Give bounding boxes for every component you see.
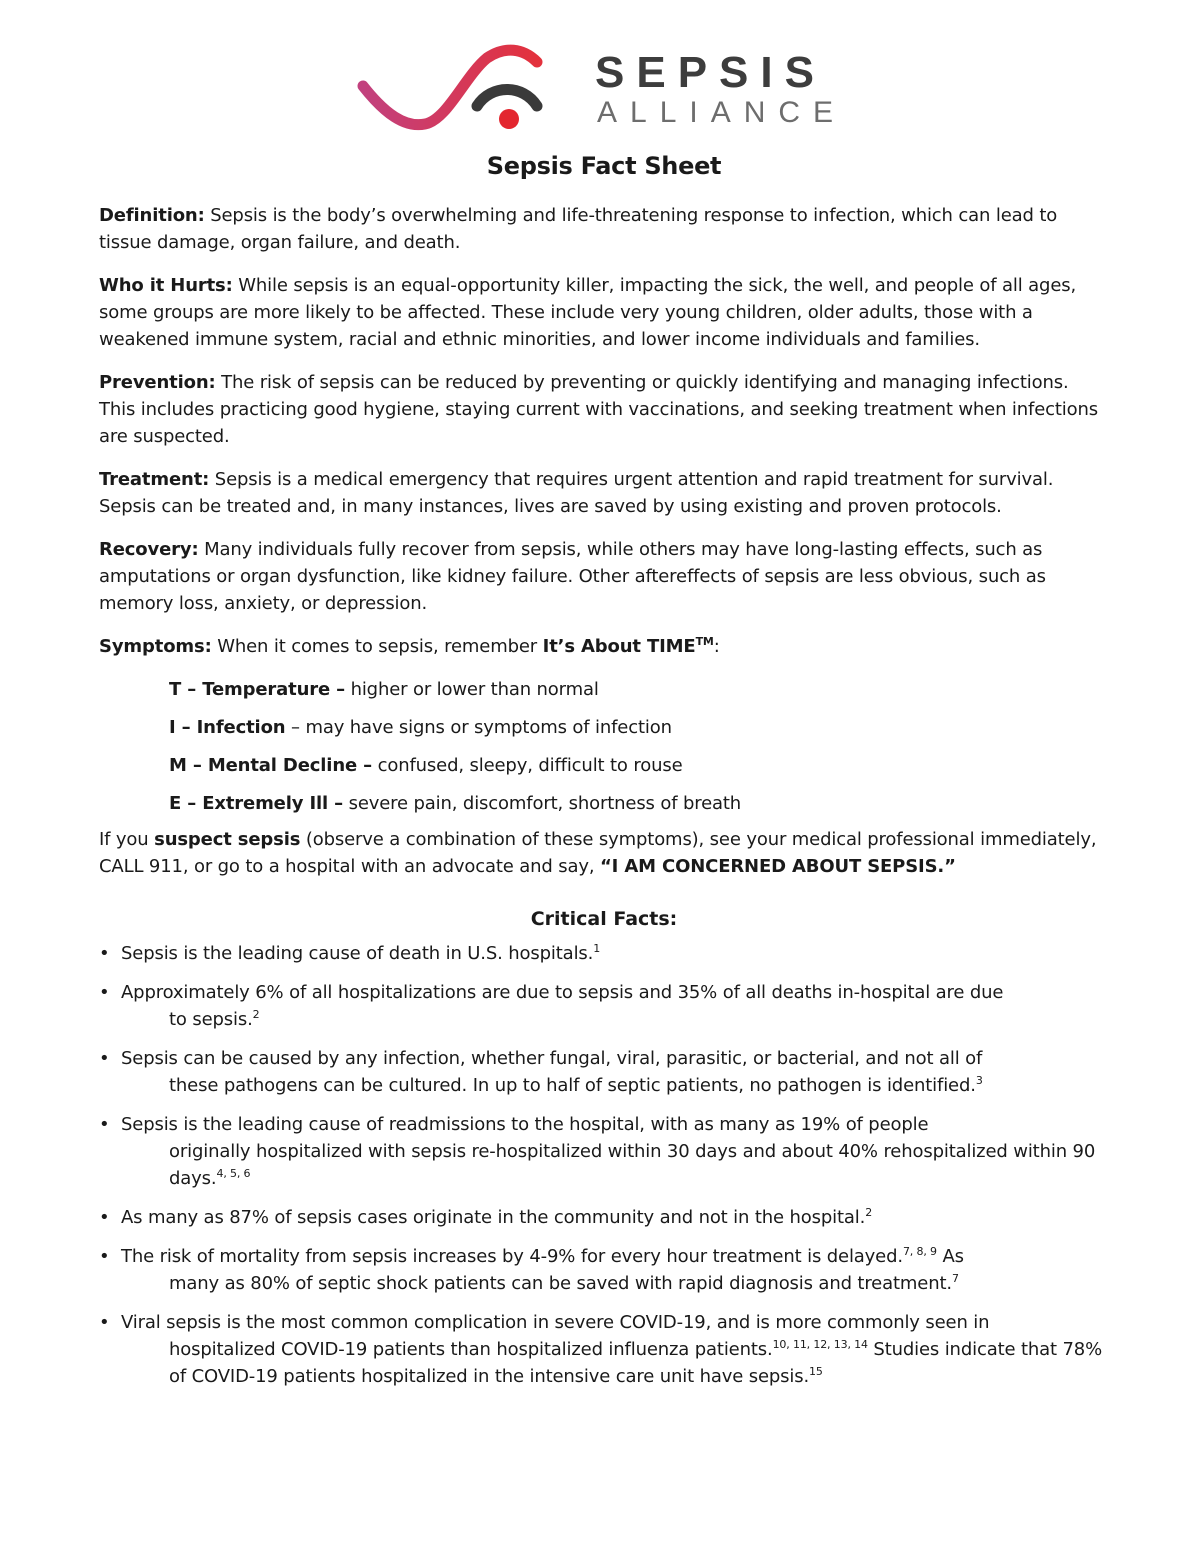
time-item-m: [169, 752, 1109, 779]
definition-text: Sepsis is the body’s overwhelming and life-threatening response to infection, which can lead to tissue damage, organ failure, and death.: [99, 205, 1058, 253]
footnote-ref: 10, 11, 12, 13, 14: [772, 1338, 868, 1351]
fact-text-tail: As: [936, 1246, 964, 1267]
time-item-i: [169, 714, 1109, 741]
list-item: [99, 979, 1109, 1033]
fact-text: As many as 87% of sepsis cases originate in the community and not in the hospital.: [121, 1207, 866, 1228]
fact-text: Sepsis is the leading cause of readmissions to the hospital, with as many as 19% of people: [121, 1114, 929, 1135]
fact-text: The risk of mortality from sepsis increases by 4-9% for every hour treatment is delayed.: [121, 1246, 903, 1267]
fact-text: Sepsis is the leading cause of death in U.S. hospitals.: [121, 943, 594, 964]
footnote-ref: 7: [951, 1272, 959, 1285]
suspect-bold: suspect sepsis: [154, 829, 301, 850]
suspect-text-2: (observe a combination of these symptoms), see your medical professional immediately, CALL 911, or go to a hospital with an advocate and say,: [99, 829, 1097, 877]
suspect-text-1: If you: [99, 829, 155, 850]
fact-continuation: [121, 1006, 1109, 1033]
symptoms-label: Symptoms:: [99, 636, 212, 657]
list-item: [99, 940, 1109, 967]
fact-text-cont: hospitalized COVID-19 patients than hospitalized influenza patients.: [169, 1339, 773, 1360]
critical-facts-title: Critical Facts:: [530, 908, 678, 930]
fact-text-cont: these pathogens can be cultured. In up to half of septic patients, no pathogen is identified.: [169, 1075, 976, 1096]
list-item: [99, 1243, 1109, 1297]
fact-text: Sepsis can be caused by any infection, whether fungal, viral, parasitic, or bacterial, and not all of: [121, 1048, 983, 1069]
recovery-text: Many individuals fully recover from sepsis, while others may have long-lasting effects, such as amputations or organ dysfunction, like kidney failure. Other aftereffects of sepsis are less obvious, such as memory loss, anxiety, or depression.: [99, 539, 1046, 614]
document-body: [99, 152, 1109, 1402]
logo-brand-text: SEPSIS: [595, 48, 826, 97]
symptoms-paragraph: [99, 633, 1109, 660]
fact-text: Viral sepsis is the most common complication in severe COVID-19, and is more commonly seen in: [121, 1312, 990, 1333]
recovery-paragraph: [99, 536, 1109, 617]
fact-text-cont: originally hospitalized with sepsis re-hospitalized within 30 days and about 40% rehospitalized within 90 days.: [169, 1141, 1096, 1189]
critical-facts-list: [99, 940, 1109, 1390]
treatment-text: Sepsis is a medical emergency that requires urgent attention and rapid treatment for survival. Sepsis can be treated and, in many instances, lives are saved by using existing and proven protocols.: [99, 469, 1054, 517]
page-title: Sepsis Fact Sheet: [486, 152, 722, 180]
list-item: [99, 1204, 1109, 1231]
time-item-label: T – Temperature –: [169, 679, 345, 700]
definition-label: Definition:: [99, 205, 205, 226]
bullet-icon: •: [99, 1207, 110, 1228]
time-item-text: higher or lower than normal: [345, 679, 599, 700]
prevention-paragraph: [99, 369, 1109, 450]
fact-continuation: [121, 1138, 1109, 1192]
footnote-ref: 4, 5, 6: [216, 1167, 251, 1180]
time-item-text: confused, sleepy, difficult to rouse: [372, 755, 683, 776]
fact-continuation: [121, 1270, 1109, 1297]
time-item-label: E – Extremely Ill –: [169, 793, 344, 814]
fact-text-cont: to sepsis.: [169, 1009, 253, 1030]
list-item: [99, 1309, 1109, 1390]
list-item: [99, 1111, 1109, 1192]
prevention-label: Prevention:: [99, 372, 216, 393]
time-item-label: M – Mental Decline –: [169, 755, 373, 776]
logo-sub-text: ALLIANCE: [597, 96, 847, 129]
symptoms-colon: :: [713, 636, 720, 657]
who-paragraph: [99, 272, 1109, 353]
bullet-icon: •: [99, 1048, 110, 1069]
time-phrase: It’s About TIME: [542, 636, 696, 657]
list-item: [99, 1045, 1109, 1099]
logo-mark-icon: [355, 44, 595, 136]
bullet-icon: •: [99, 943, 110, 964]
footnote-ref: 2: [252, 1008, 260, 1021]
footnote-ref: 7, 8, 9: [902, 1245, 937, 1258]
footnote-ref: 1: [593, 942, 601, 955]
fact-text-cont: many as 80% of septic shock patients can be saved with rapid diagnosis and treatment.: [169, 1273, 952, 1294]
prevention-text: The risk of sepsis can be reduced by preventing or quickly identifying and managing infections. This includes practicing good hygiene, staying current with vaccinations, and seeking treatment when infections are suspected.: [99, 372, 1098, 447]
treatment-paragraph: [99, 466, 1109, 520]
time-item-text: severe pain, discomfort, shortness of breath: [343, 793, 742, 814]
trademark-mark: TM: [695, 635, 714, 648]
fact-continuation: [121, 1336, 1109, 1390]
fact-text-tail: Studies indicate that 78% of COVID-19 patients hospitalized in the intensive care unit have sepsis.: [169, 1339, 1103, 1387]
bullet-icon: •: [99, 1246, 110, 1267]
treatment-label: Treatment:: [99, 469, 210, 490]
footnote-ref: 15: [809, 1365, 823, 1378]
recovery-label: Recovery:: [99, 539, 199, 560]
fact-continuation: [121, 1072, 1109, 1099]
time-item-text: – may have signs or symptoms of infection: [285, 717, 672, 738]
suspect-paragraph: [99, 826, 1109, 880]
sepsis-alliance-logo: [355, 44, 855, 136]
bullet-icon: •: [99, 982, 110, 1003]
footnote-ref: 2: [865, 1206, 873, 1219]
bullet-icon: •: [99, 1312, 110, 1333]
symptoms-text: When it comes to sepsis, remember: [211, 636, 543, 657]
bullet-icon: •: [99, 1114, 110, 1135]
time-item-t: [169, 676, 1109, 703]
who-label: Who it Hurts:: [99, 275, 233, 296]
who-text: While sepsis is an equal-opportunity killer, impacting the sick, the well, and people of all ages, some groups are more likely to be affected. These include very young children, older adults, those with a weakened immune system, racial and ethnic minorities, and lower income individuals and families.: [99, 275, 1077, 350]
footnote-ref: 3: [975, 1074, 983, 1087]
time-item-e: [169, 790, 1109, 817]
definition-paragraph: [99, 202, 1109, 256]
fact-text: Approximately 6% of all hospitalizations are due to sepsis and 35% of all deaths in-hospital are due: [121, 982, 1004, 1003]
concerned-quote: “I AM CONCERNED ABOUT SEPSIS.”: [600, 856, 956, 877]
time-item-label: I – Infection: [169, 717, 286, 738]
